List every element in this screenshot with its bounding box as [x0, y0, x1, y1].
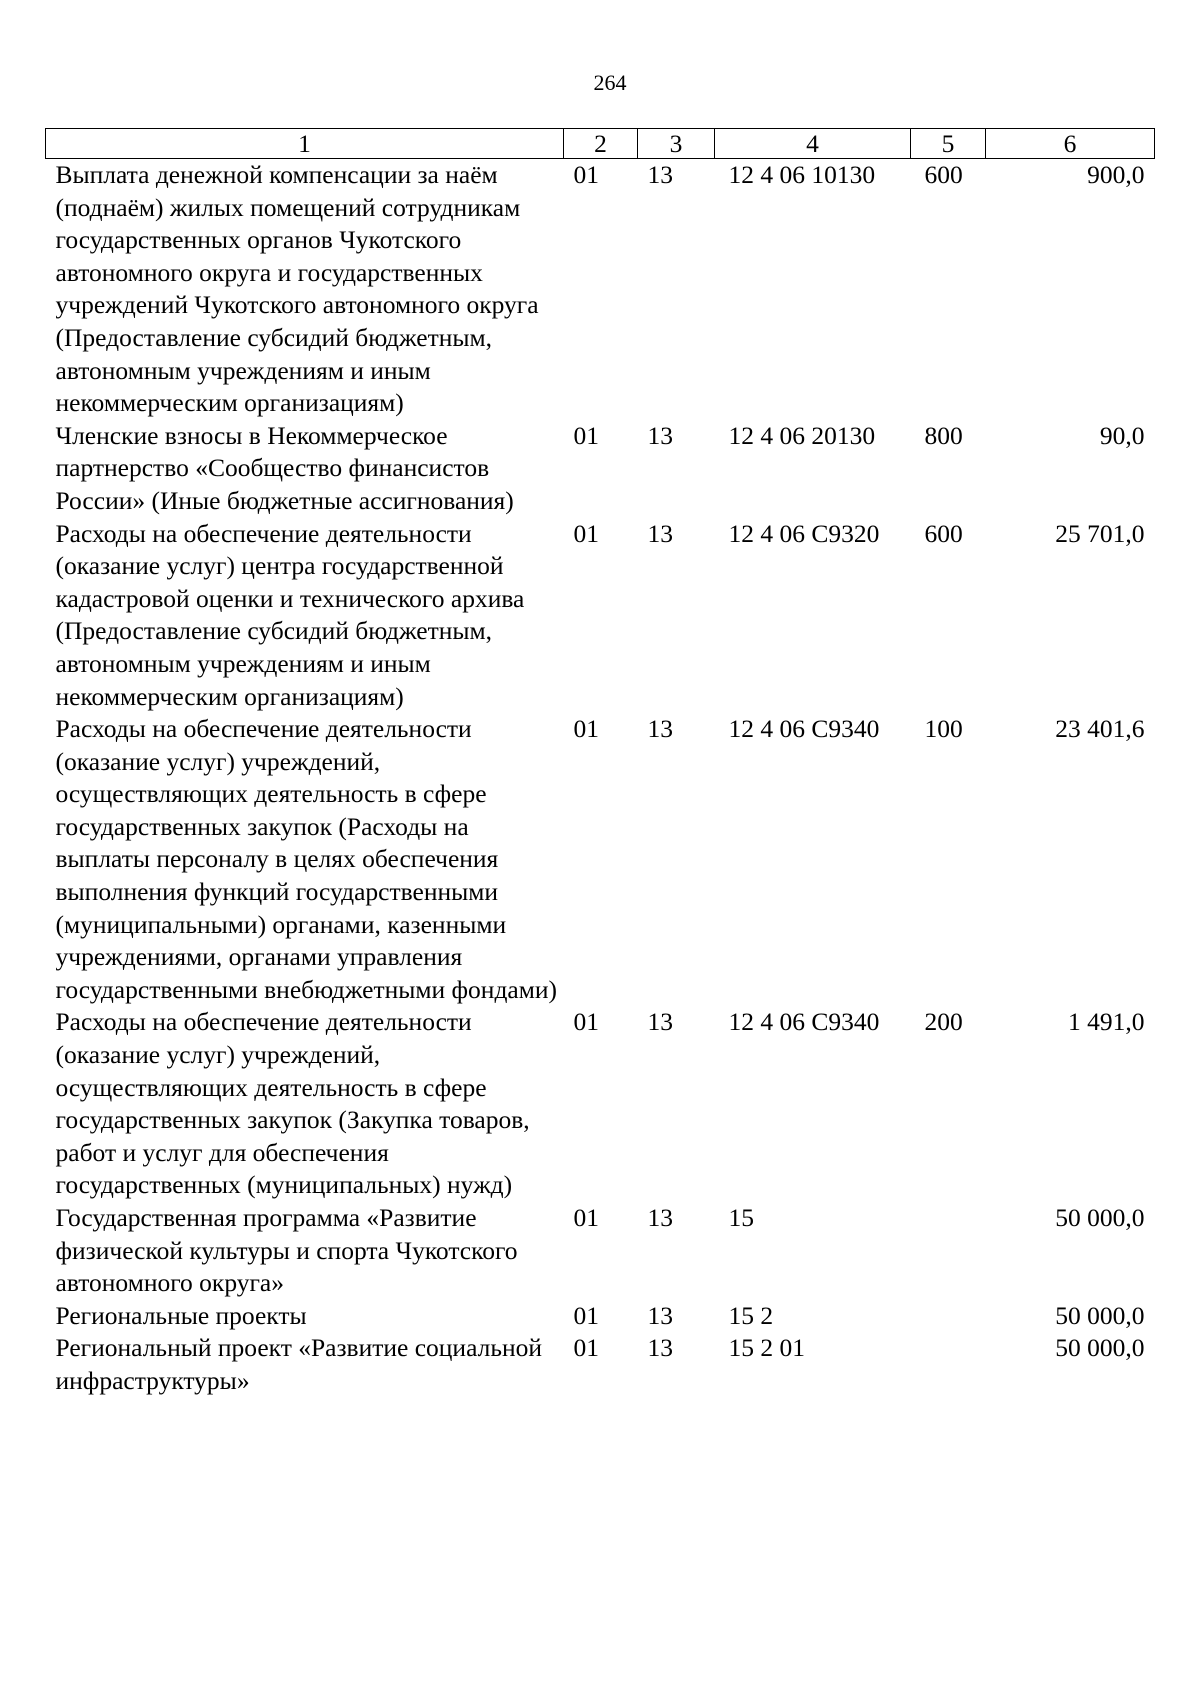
table-row	[46, 1332, 1155, 1397]
target-article-code: 12 4 06 С9320	[728, 518, 880, 548]
table-row	[46, 420, 1155, 518]
section-code: 01	[573, 160, 599, 189]
target-article-code: 12 4 06 С9340	[728, 714, 880, 744]
expense-type-code: 600	[924, 518, 963, 548]
table-row	[46, 518, 1155, 714]
page-number: 264	[593, 70, 627, 95]
expense-type-code	[911, 1300, 986, 1333]
subsection-code: 13	[647, 160, 673, 189]
section-code: 01	[573, 518, 599, 548]
expense-type-code	[911, 1202, 986, 1300]
section-code: 01	[573, 1203, 599, 1232]
header-row	[46, 129, 1155, 159]
subsection-code: 13	[647, 1300, 673, 1330]
amount: 900,0	[1087, 160, 1145, 189]
section-code: 01	[573, 1333, 599, 1363]
section-code: 01	[573, 714, 599, 744]
expense-name: Выплата денежной компенсации за наём (поднаём) жилых помещений сотрудникам государственных органов Чукотского автономного округа и государственных учреждений Чукотского автономного округа (Предоставление субсидий бюджетным, автономным учреждениям и иным некоммерческим организациям)	[55, 160, 539, 418]
table-body	[46, 159, 1155, 1398]
table-header	[46, 129, 1155, 159]
section-code: 01	[573, 420, 599, 450]
expense-name: Региональные проекты	[55, 1300, 307, 1330]
subsection-code: 13	[647, 420, 673, 450]
target-article-code: 15 2	[728, 1300, 774, 1330]
column-header-1: 1	[46, 129, 564, 159]
column-header-6: 6	[986, 129, 1155, 159]
amount: 90,0	[1099, 420, 1145, 450]
expense-name: Государственная программа «Развитие физической культуры и спорта Чукотского автономного округа»	[55, 1203, 518, 1298]
table-row	[46, 1006, 1155, 1202]
expense-type-code: 800	[924, 420, 963, 450]
target-article-code: 15 2 01	[728, 1333, 805, 1363]
budget-table	[45, 128, 1155, 1398]
table-row	[46, 1202, 1155, 1300]
table-row	[46, 713, 1155, 1006]
expense-name: Расходы на обеспечение деятельности (оказание услуг) учреждений, осуществляющих деятельность в сфере государственных закупок (Расходы на выплаты персоналу в целях обеспечения выполнения функций государственными (муниципальными) органами, казенными учреждениями, органами управления государственными внебюджетными фондами)	[55, 714, 558, 1004]
expense-type-code	[911, 1332, 986, 1397]
amount: 1 491,0	[1068, 1007, 1145, 1037]
subsection-code: 13	[647, 1007, 673, 1037]
expense-name: Расходы на обеспечение деятельности (оказание услуг) центра государственной кадастровой оценки и технического архива (Предоставление субсидий бюджетным, автономным учреждениям и иным некоммерческим организациям)	[55, 518, 525, 711]
subsection-code: 13	[647, 714, 673, 744]
subsection-code: 13	[647, 1203, 673, 1232]
amount: 25 701,0	[1055, 518, 1145, 548]
table-row	[46, 159, 1155, 420]
expense-type-code: 100	[924, 714, 963, 744]
target-article-code: 12 4 06 10130	[728, 160, 876, 189]
amount: 50 000,0	[1055, 1300, 1145, 1330]
subsection-code: 13	[647, 518, 673, 548]
column-header-4: 4	[715, 129, 911, 159]
target-article-code: 15	[728, 1203, 754, 1232]
subsection-code: 13	[647, 1333, 673, 1363]
section-code: 01	[573, 1300, 599, 1330]
target-article-code: 12 4 06 20130	[728, 420, 876, 450]
amount: 50 000,0	[1055, 1203, 1145, 1232]
expense-name: Членские взносы в Некоммерческое партнерство «Сообщество финансистов России» (Иные бюджетные ассигнования)	[55, 420, 514, 515]
amount: 50 000,0	[1055, 1333, 1145, 1363]
amount: 23 401,6	[1055, 714, 1145, 744]
section-code: 01	[573, 1007, 599, 1037]
target-article-code: 12 4 06 С9340	[728, 1007, 880, 1037]
expense-name: Региональный проект «Развитие социальной инфраструктуры»	[55, 1333, 543, 1395]
table-row	[46, 1300, 1155, 1333]
expense-type-code: 600	[924, 160, 963, 189]
column-header-3: 3	[638, 129, 715, 159]
expense-type-code: 200	[924, 1007, 963, 1037]
column-header-2: 2	[564, 129, 638, 159]
expense-name: Расходы на обеспечение деятельности (оказание услуг) учреждений, осуществляющих деятельность в сфере государственных закупок (Закупка товаров, работ и услуг для обеспечения государственных (муниципальных) нужд)	[55, 1007, 530, 1200]
column-header-5: 5	[911, 129, 986, 159]
